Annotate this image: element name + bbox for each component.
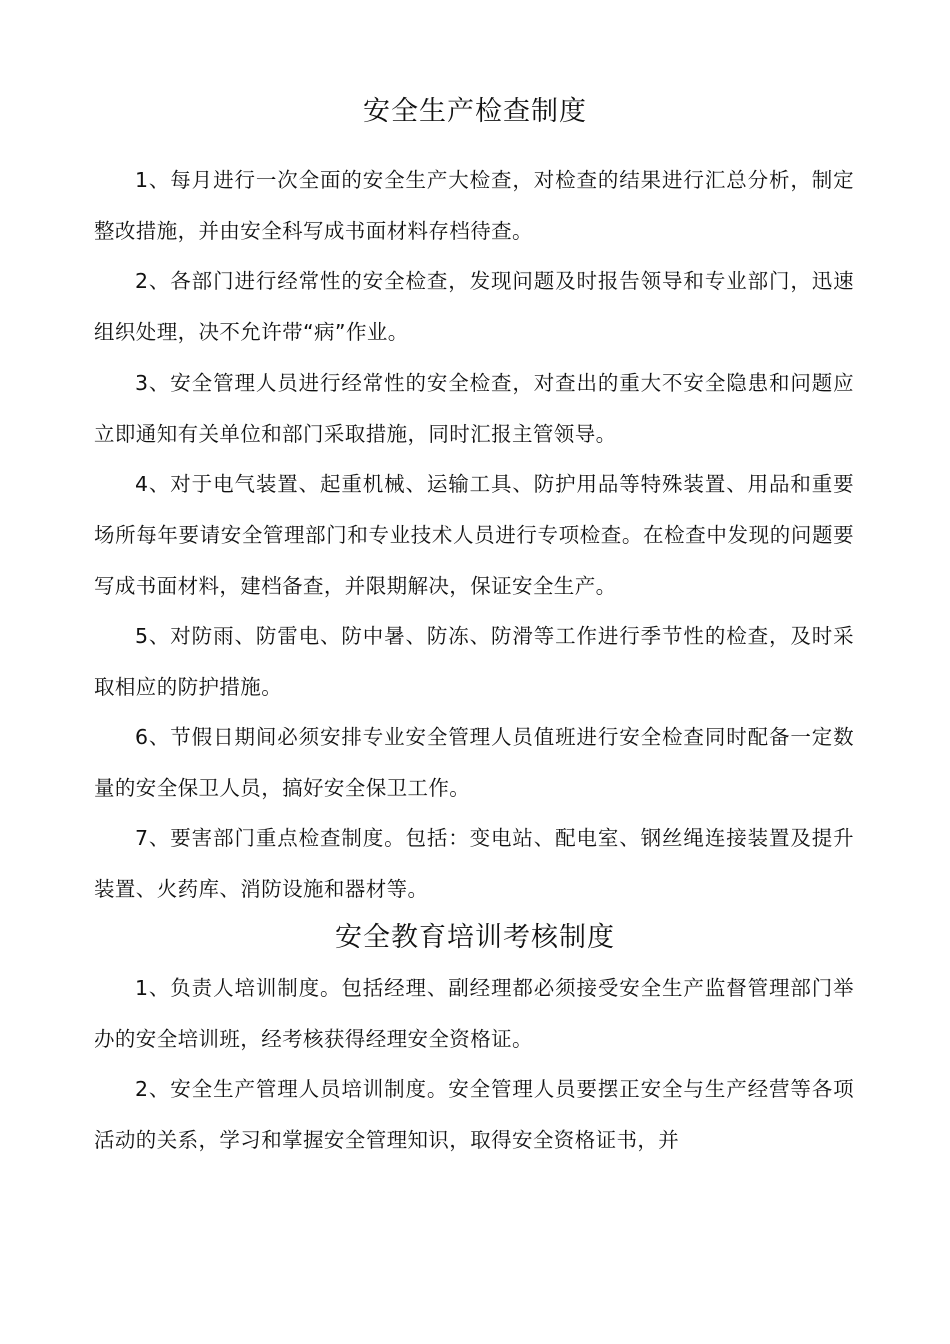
section-title-safety-inspection: 安全生产检查制度 (363, 96, 587, 127)
paragraph: 1、每月进行一次全面的安全生产大检查，对检查的结果进行汇总分析，制定整改措施，并由安全科写成书面材料存档待查。 (94, 168, 854, 243)
paragraph: 7、要害部门重点检查制度。包括：变电站、配电室、钢丝绳连接装置及提升装置、火药库、消防设施和器材等。 (94, 826, 854, 901)
paragraph: 5、对防雨、防雷电、防中暑、防冻、防滑等工作进行季节性的检查，及时采取相应的防护措施。 (94, 624, 854, 699)
paragraph: 1、负责人培训制度。包括经理、副经理都必须接受安全生产监督管理部门举办的安全培训班，经考核获得经理安全资格证。 (94, 976, 854, 1051)
paragraph: 6、节假日期间必须安排专业安全管理人员值班进行安全检查同时配备一定数量的安全保卫人员，搞好安全保卫工作。 (94, 725, 854, 800)
paragraph: 4、对于电气装置、起重机械、运输工具、防护用品等特殊装置、用品和重要场所每年要请安全管理部门和专业技术人员进行专项检查。在检查中发现的问题要写成书面材料，建档备查，并限期解决，保证安全生产。 (94, 472, 854, 598)
paragraph: 2、安全生产管理人员培训制度。安全管理人员要摆正安全与生产经营等各项活动的关系，学习和掌握安全管理知识，取得安全资格证书，并 (94, 1077, 854, 1152)
paragraph: 3、安全管理人员进行经常性的安全检查，对查出的重大不安全隐患和问题应立即通知有关单位和部门采取措施，同时汇报主管领导。 (94, 371, 854, 446)
section-title-safety-training: 安全教育培训考核制度 (335, 922, 615, 953)
paragraph: 2、各部门进行经常性的安全检查，发现问题及时报告领导和专业部门，迅速组织处理，决不允许带“病”作业。 (94, 269, 854, 344)
